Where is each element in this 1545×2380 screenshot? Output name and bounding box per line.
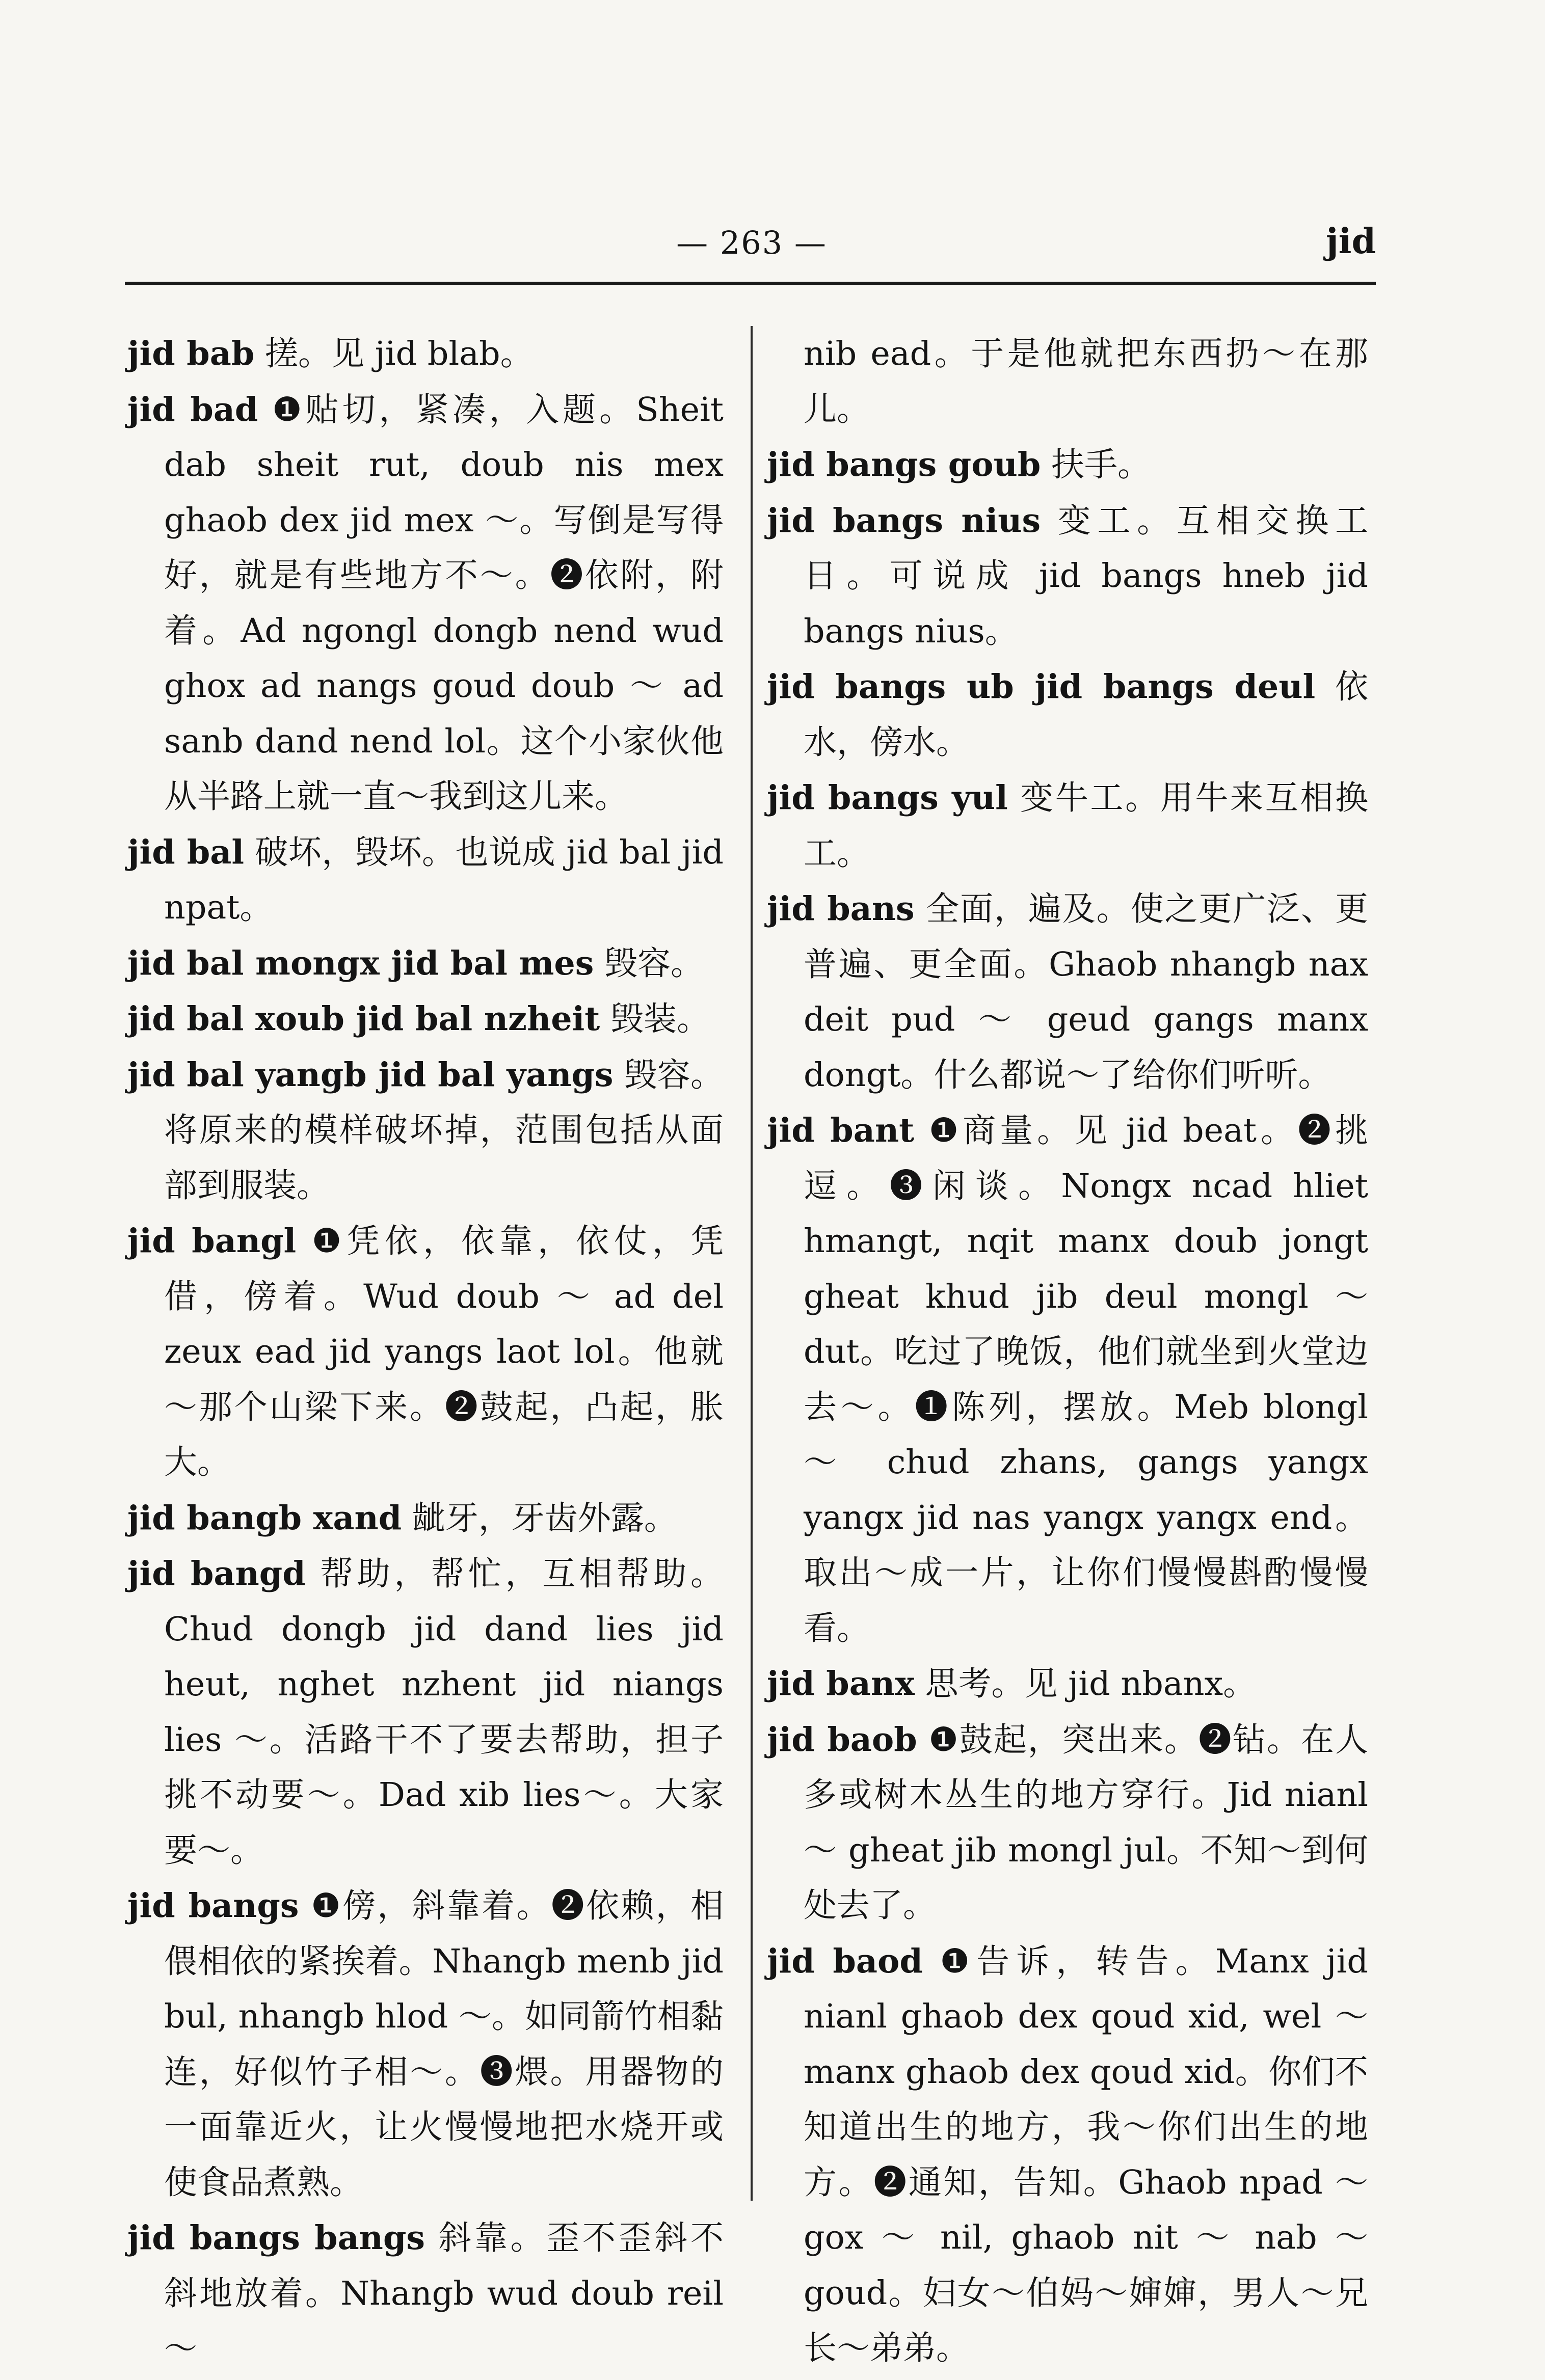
entry-definition: 斜靠。歪不歪斜不斜地放着。Nhangb wud doub reil ～ xyxy=(164,2219,724,2368)
entry-headword: jid bangs bangs xyxy=(127,2219,425,2257)
entry-definition: 破坏，毁坏。也说成 jid bal jid npat。 xyxy=(164,833,724,927)
entry-definition: 依水，傍水。 xyxy=(804,668,1368,762)
dictionary-entry xyxy=(127,1213,724,1491)
entry-headword: jid bal xoub jid bal nzheit xyxy=(127,999,600,1038)
entry-definition: 变工。互相交换工日。可说成 jid bangs hneb jid bangs nius。 xyxy=(804,501,1368,651)
dictionary-entry xyxy=(127,936,724,992)
entry-definition: 变牛工。用牛来互相换工。 xyxy=(804,779,1368,873)
entry-definition: ❶贴切，紧凑，入题。Sheit dab sheit rut, doub nis mex ghaob dex jid mex ～。写倒是写得好，就是有些地方不～。❷依附，附着。Ad ngongl dongb nend wud ghox ad nangs goud doub ～ ad sanb dand nend lol。这个小家伙他从半路上就一直～我到这儿来。 xyxy=(164,390,724,816)
entry-definition: 毁装。 xyxy=(600,1000,710,1038)
entry-headword: jid bangs ub jid bangs deul xyxy=(767,667,1316,706)
entry-headword: jid bad xyxy=(127,390,258,429)
entry-headword: jid bab xyxy=(127,334,255,373)
dictionary-entry xyxy=(127,1546,724,1878)
left-column xyxy=(127,326,724,2377)
dictionary-entry xyxy=(127,1878,724,2210)
dictionary-entry xyxy=(767,1656,1368,1712)
entry-definition: ❶商量。见 jid beat。❷挑逗。❸闲谈。Nongx ncad hliet hmangt, nqit manx doub jongt gheat khud jib deul mongl ～ dut。吃过了晚饭，他们就坐到火堂边去～。❶陈列，摆放。Meb blongl ～ chud zhans, gangs yangx yangx jid nas yangx yangx end。取出～成一片，让你们慢慢斟酌慢慢看。 xyxy=(804,1112,1368,1647)
entry-definition: ❶告诉，转告。Manx jid nianl ghaob dex qoud xid, wel ～ manx ghaob dex qoud xid。你们不知道出生的地方，我～你们出生的地方。❷通知，告知。Ghaob npad ～ gox ～ nil, ghaob nit ～ nab ～ goud。妇女～伯妈～婶婶，男人～兄长～弟弟。 xyxy=(804,1942,1368,2367)
dictionary-entry xyxy=(767,770,1368,881)
entry-definition: 龇牙，牙齿外露。 xyxy=(402,1499,677,1537)
entry-definition: ❶凭依，依靠，依仗，凭借，傍着。Wud doub ～ ad del zeux ead jid yangs laot lol。他就～那个山梁下来。❷鼓起，凸起，胀大。 xyxy=(164,1222,724,1481)
entry-definition: nib ead。于是他就把东西扔～在那儿。 xyxy=(804,335,1368,428)
column-divider xyxy=(751,326,753,2201)
entry-definition: ❶傍，斜靠着。❷依赖，相偎相依的紧挨着。Nhangb menb jid bul, nhangb hlod ～。如同箭竹相黏连，好似竹子相～。❸煨。用器物的一面靠近火，让火慢慢地把水烧开或使食品煮熟。 xyxy=(164,1887,724,2202)
header-rule xyxy=(125,282,1376,285)
entry-headword: jid bal yangb jid bal yangs xyxy=(127,1055,614,1094)
entry-headword: jid bangl xyxy=(127,1222,297,1260)
entry-headword: jid bangs xyxy=(127,1886,299,1925)
entry-headword: jid baob xyxy=(767,1720,917,1759)
entry-definition: 搓。见 jid blab。 xyxy=(254,335,534,373)
entry-headword: jid bans xyxy=(767,889,915,928)
dictionary-entry xyxy=(767,1103,1368,1656)
dictionary-entry xyxy=(767,437,1368,493)
dictionary-entry xyxy=(767,1712,1368,1934)
entry-definition: 全面，遍及。使之更广泛、更普遍、更全面。Ghaob nhangb nax deit pud ～ geud gangs manx dongt。什么都说～了给你们听听。 xyxy=(804,890,1368,1094)
entry-headword: jid baod xyxy=(767,1941,923,1981)
dictionary-entry xyxy=(127,326,724,382)
entry-headword: jid bangs yul xyxy=(767,778,1008,817)
page-number: — 263 — xyxy=(676,224,827,261)
dictionary-entry xyxy=(767,659,1368,770)
entry-definition: ❶鼓起，突出来。❷钻。在人多或树木丛生的地方穿行。Jid nianl ～ gheat jib mongl jul。不知～到何处去了。 xyxy=(804,1720,1368,1925)
entry-definition: 思考。见 jid nbanx。 xyxy=(914,1665,1257,1703)
entry-definition: 毁容。 xyxy=(594,944,704,983)
entry-headword: jid bal xyxy=(127,832,245,872)
entry-continuation xyxy=(767,326,1368,437)
dictionary-entry xyxy=(767,1934,1368,2376)
dictionary-entry xyxy=(767,493,1368,660)
entry-headword: jid bangd xyxy=(127,1554,306,1593)
entry-definition: 毁容。将原来的模样破坏掉，范围包括从面部到服装。 xyxy=(164,1056,724,1205)
dictionary-entry xyxy=(127,2210,724,2377)
entry-headword: jid bal mongx jid bal mes xyxy=(127,943,594,983)
entry-headword: jid bangs goub xyxy=(767,445,1041,484)
dictionary-entry xyxy=(767,881,1368,1103)
entry-headword: jid bangb xand xyxy=(127,1498,402,1537)
page-header xyxy=(127,214,1376,290)
entry-headword: jid banx xyxy=(767,1664,915,1703)
entry-headword: jid bant xyxy=(767,1111,915,1150)
right-column xyxy=(767,326,1368,2376)
entry-definition: 扶手。 xyxy=(1041,446,1151,484)
running-head: jid xyxy=(1326,221,1376,262)
dictionary-entry xyxy=(127,1047,724,1214)
dictionary-entry xyxy=(127,991,724,1047)
entry-definition: 帮助，帮忙，互相帮助。Chud dongb jid dand lies jid heut, nghet nzhent jid niangs lies ～。活路干不了要去帮助，担子挑不动要～。Dad xib lies～。大家要～。 xyxy=(164,1555,724,1870)
dictionary-entry xyxy=(127,825,724,936)
dictionary-entry xyxy=(127,382,724,825)
entry-headword: jid bangs nius xyxy=(767,501,1041,540)
dictionary-entry xyxy=(127,1491,724,1547)
